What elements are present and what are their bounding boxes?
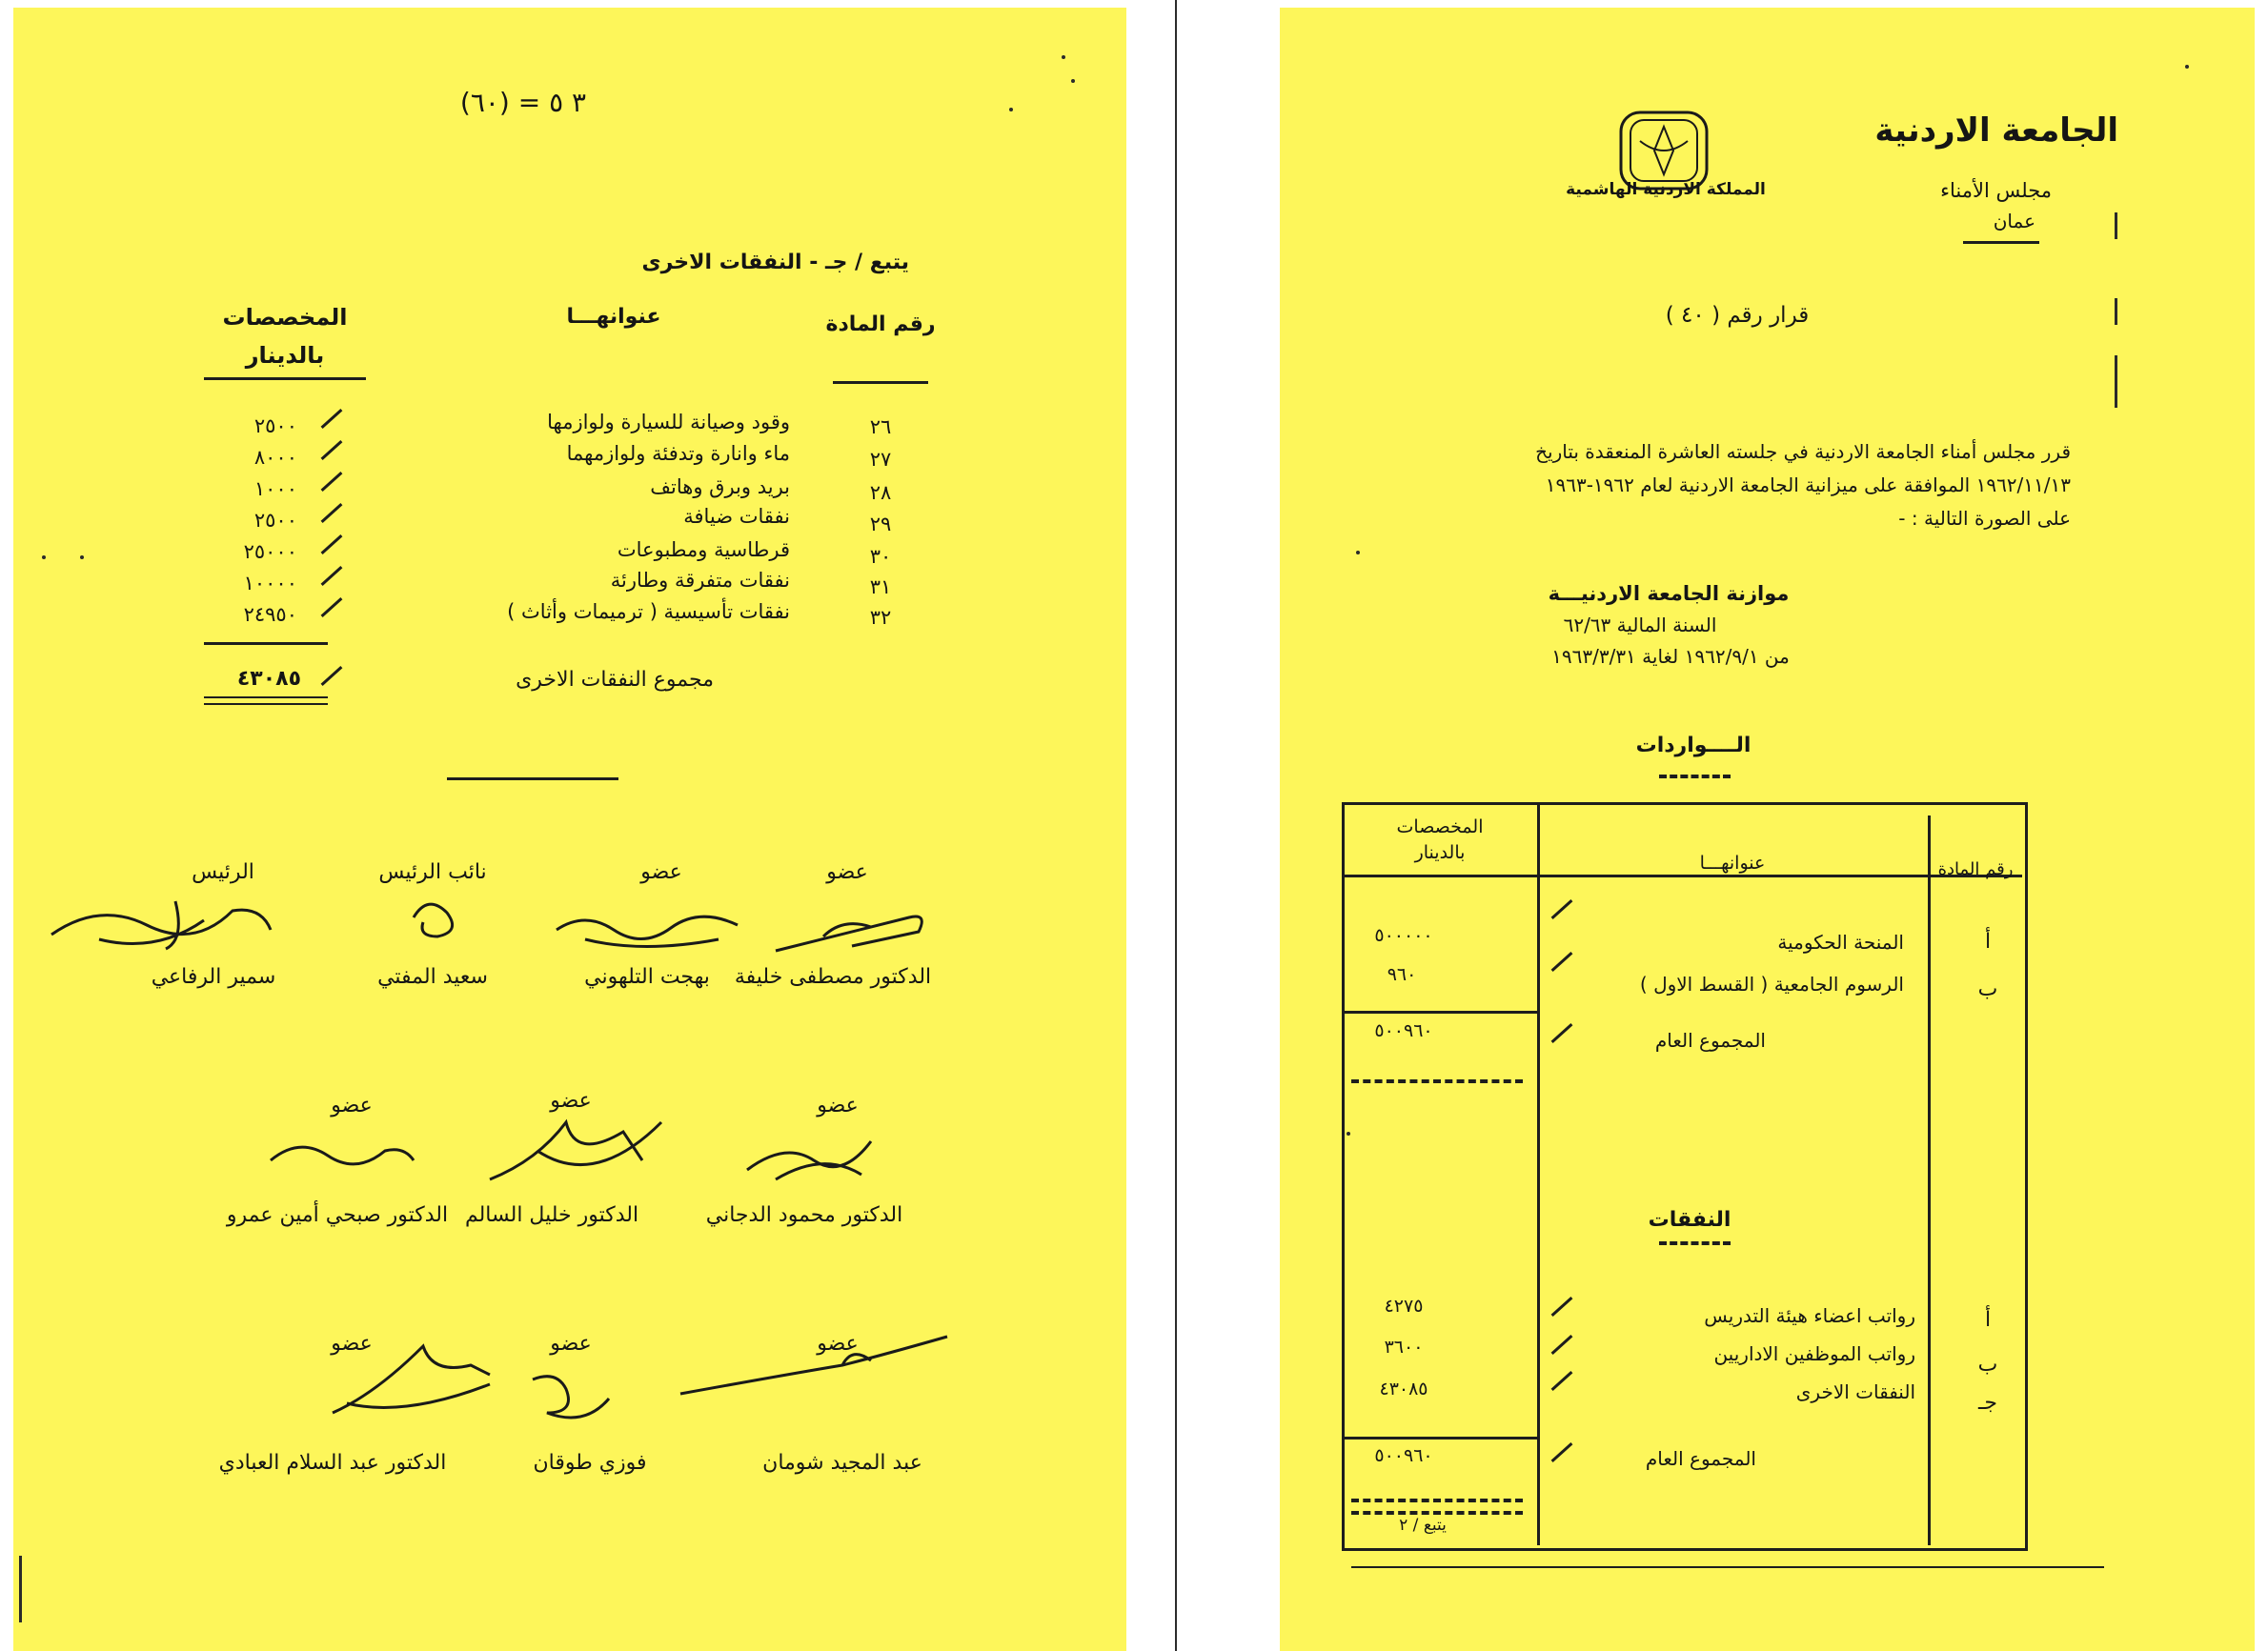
signature-name: عبد المجيد شومان <box>762 1451 922 1475</box>
total-double-rule <box>204 696 328 705</box>
signature-role: عضو <box>331 1094 373 1117</box>
check-mark <box>321 440 343 460</box>
organization-name: الجامعة الاردنية <box>1874 111 2118 150</box>
revenue-item-no: ب <box>1977 977 1998 1001</box>
signature-name: الدكتور محمود الدجاني <box>705 1203 903 1227</box>
table-header-item-no: رقم المادة <box>1937 859 2014 879</box>
item-title: ماء وانارة وتدفئة ولوازمهما <box>566 442 790 465</box>
signature-role: عضو <box>550 1089 592 1113</box>
item-title: نفقات متفرقة وطارئة <box>610 569 790 592</box>
table-subtotal-rule <box>1342 1437 1537 1440</box>
page-reference: (٦٠) = ٣ ٥ <box>459 87 587 118</box>
expense-item-no: ب <box>1977 1353 1998 1377</box>
table-header-allocations: المخصصات <box>1396 816 1484 837</box>
item-title: نفقات تأسيسية ( ترميمات وأثاث ) <box>507 600 790 623</box>
expenses-total: ٥٠٠٩٦٠ <box>1374 1445 1433 1466</box>
total-label: مجموع النفقات الاخرى <box>516 668 714 692</box>
header-underline <box>204 377 366 380</box>
signature-name: الدكتور صبحي أمين عمرو <box>226 1203 449 1227</box>
column-header-currency: بالدينار <box>245 342 325 369</box>
page-divider <box>1175 0 1177 1651</box>
item-amount: ٢٤٩٥٠ <box>243 603 297 626</box>
item-number: ٢٧ <box>869 448 892 471</box>
column-header-item-no: رقم المادة <box>825 312 936 336</box>
signature-role: عضو <box>817 1094 859 1117</box>
scan-speck <box>80 555 84 559</box>
expense-item-no: جـ <box>1977 1391 1998 1415</box>
expenses-title: النفقات <box>1648 1208 1731 1232</box>
expense-item-no: أ <box>1984 1308 1992 1332</box>
item-number: ٣٢ <box>869 606 892 629</box>
margin-mark <box>2115 298 2117 325</box>
handwritten-signature-icon <box>399 889 476 946</box>
signature-name: سمير الرفاعي <box>151 965 276 989</box>
city-name: عمان <box>1993 210 2035 232</box>
total-amount: ٤٣٠٨٥ <box>236 667 301 691</box>
check-mark <box>321 409 343 429</box>
scan-speck <box>1071 79 1075 83</box>
table-header-currency: بالدينار <box>1414 842 1466 863</box>
handwritten-signature-icon <box>518 1360 623 1432</box>
item-number: ٣٠ <box>869 545 892 568</box>
signature-role: عضو <box>817 1332 859 1356</box>
decision-text-line: على الصورة التالية : - <box>1898 507 2071 530</box>
scan-edge-mark <box>19 1556 22 1622</box>
handwritten-signature-icon <box>42 882 280 958</box>
handwritten-signature-icon <box>547 901 757 958</box>
subtotal-rule <box>204 642 328 645</box>
signature-name: الدكتور مصطفى خليفة <box>734 965 932 989</box>
seal-caption: المملكة الاردنية الهاشمية <box>1566 180 1766 199</box>
scan-speck <box>1356 551 1360 554</box>
signature-name: الدكتور خليل السالم <box>464 1203 639 1227</box>
item-title: نفقات ضيافة <box>683 505 790 528</box>
item-number: ٢٦ <box>869 415 892 438</box>
check-mark <box>321 503 343 523</box>
item-amount: ٢٥٠٠ <box>253 414 297 437</box>
item-amount: ٢٥٠٠ <box>253 509 297 532</box>
signature-role: عضو <box>826 860 868 884</box>
check-mark <box>321 666 343 686</box>
signature-role: عضو <box>331 1332 373 1356</box>
check-mark <box>321 534 343 554</box>
signature-name: فوزي طوقان <box>533 1451 647 1475</box>
total-dashed-rule <box>1351 1499 1523 1502</box>
column-header-title: عنوانهـــا <box>566 305 661 329</box>
signature-role: نائب الرئيس <box>378 860 487 884</box>
handwritten-signature-icon <box>766 898 938 965</box>
scan-speck <box>1009 108 1013 111</box>
section-underline <box>1659 1241 1731 1245</box>
revenue-amount: ٩٦٠ <box>1387 964 1417 985</box>
item-number: ٣١ <box>869 575 892 598</box>
signature-name: سعيد المفتي <box>377 965 488 989</box>
left-page <box>13 8 1126 1651</box>
page-bottom-rule <box>1351 1566 2104 1568</box>
table-header-title: عنوانهـــا <box>1699 853 1766 874</box>
header-underline <box>833 381 928 384</box>
item-title: وقود وصيانة للسيارة ولوازمها <box>547 411 790 433</box>
scan-speck <box>42 555 46 559</box>
handwritten-signature-icon <box>261 1127 423 1179</box>
item-number: ٢٩ <box>869 513 892 535</box>
board-name: مجلس الأمناء <box>1940 179 2052 202</box>
revenue-title: المنحة الحكومية <box>1777 931 1904 954</box>
decision-title: قرار رقم ( ٤٠ ) <box>1665 303 1810 328</box>
check-mark <box>321 472 343 492</box>
continued-note: يتبع / ٢ <box>1399 1516 1447 1535</box>
right-page <box>1280 8 2255 1651</box>
item-number: ٢٨ <box>869 481 892 504</box>
item-amount: ١٠٠٠٠ <box>243 572 297 594</box>
fiscal-year: السنة المالية ٦٢/٦٣ <box>1563 614 1717 636</box>
expenses-total-label: المجموع العام <box>1645 1447 1756 1470</box>
scan-speck <box>1347 1132 1350 1136</box>
table-column-divider <box>1537 802 1540 1545</box>
table-subtotal-rule <box>1342 1011 1537 1014</box>
handwritten-signature-icon <box>318 1327 509 1427</box>
total-dashed-rule <box>1351 1079 1523 1083</box>
margin-mark <box>2115 355 2117 408</box>
signature-role: الرئيس <box>192 860 254 884</box>
expense-amount: ٤٣٠٨٥ <box>1379 1379 1428 1399</box>
table-header-rule <box>1342 875 2022 877</box>
section-title: يتبع / جـ - النفقات الاخرى <box>641 251 909 274</box>
letterhead-underline <box>1963 241 2039 244</box>
handwritten-signature-icon <box>480 1103 671 1198</box>
item-amount: ١٠٠٠ <box>253 477 297 500</box>
handwritten-signature-icon <box>738 1122 890 1189</box>
handwritten-signature-icon <box>671 1327 957 1413</box>
expense-title: النفقات الاخرى <box>1795 1380 1915 1403</box>
revenue-item-no: أ <box>1984 930 1992 954</box>
budget-period: من ١٩٦٢/٩/١ لغاية ١٩٦٣/٣/٣١ <box>1551 645 1790 668</box>
signature-role: عضو <box>640 860 682 884</box>
item-title: بريد وبرق وهاتف <box>650 475 790 498</box>
expense-amount: ٤٢٧٥ <box>1384 1296 1424 1317</box>
margin-mark <box>2115 212 2117 239</box>
section-underline <box>1659 775 1731 778</box>
budget-title: موازنة الجامعة الاردنيـــة <box>1548 582 1790 605</box>
total-dashed-rule <box>1351 1511 1523 1515</box>
revenues-total-label: المجموع العام <box>1654 1029 1766 1052</box>
end-rule <box>447 777 618 780</box>
item-amount: ٢٥٠٠٠ <box>243 540 297 563</box>
scan-speck <box>1062 55 1065 59</box>
item-title: قرطاسية ومطبوعات <box>617 538 790 561</box>
check-mark <box>321 566 343 586</box>
signature-name: الدكتور عبد السلام العبادي <box>218 1451 447 1475</box>
revenues-total: ٥٠٠٩٦٠ <box>1374 1020 1433 1041</box>
revenue-amount: ٥٠٠٠٠٠ <box>1374 925 1433 946</box>
revenues-title: الــــواردات <box>1635 734 1752 757</box>
signature-name: بهجت التلهوني <box>584 965 710 989</box>
check-mark <box>321 597 343 617</box>
decision-text-line: قرر مجلس أمناء الجامعة الاردنية في جلسته العاشرة المنعقدة بتاريخ <box>1535 440 2071 463</box>
revenue-title: الرسوم الجامعية ( القسط الاول ) <box>1639 973 1904 996</box>
expense-title: رواتب الموظفين الاداريين <box>1713 1342 1915 1365</box>
column-header-allocations: المخصصات <box>222 304 348 331</box>
scan-speck <box>2185 65 2189 69</box>
table-column-divider <box>1928 815 1931 1545</box>
signature-role: عضو <box>550 1332 592 1356</box>
expense-title: رواتب اعضاء هيئة التدريس <box>1704 1304 1915 1327</box>
item-amount: ٨٠٠٠ <box>253 446 297 469</box>
expense-amount: ٣٦٠٠ <box>1384 1337 1424 1358</box>
decision-text-line: ١٩٦٢/١١/١٣ الموافقة على ميزانية الجامعة الاردنية لعام ١٩٦٢-١٩٦٣ <box>1545 473 2071 496</box>
